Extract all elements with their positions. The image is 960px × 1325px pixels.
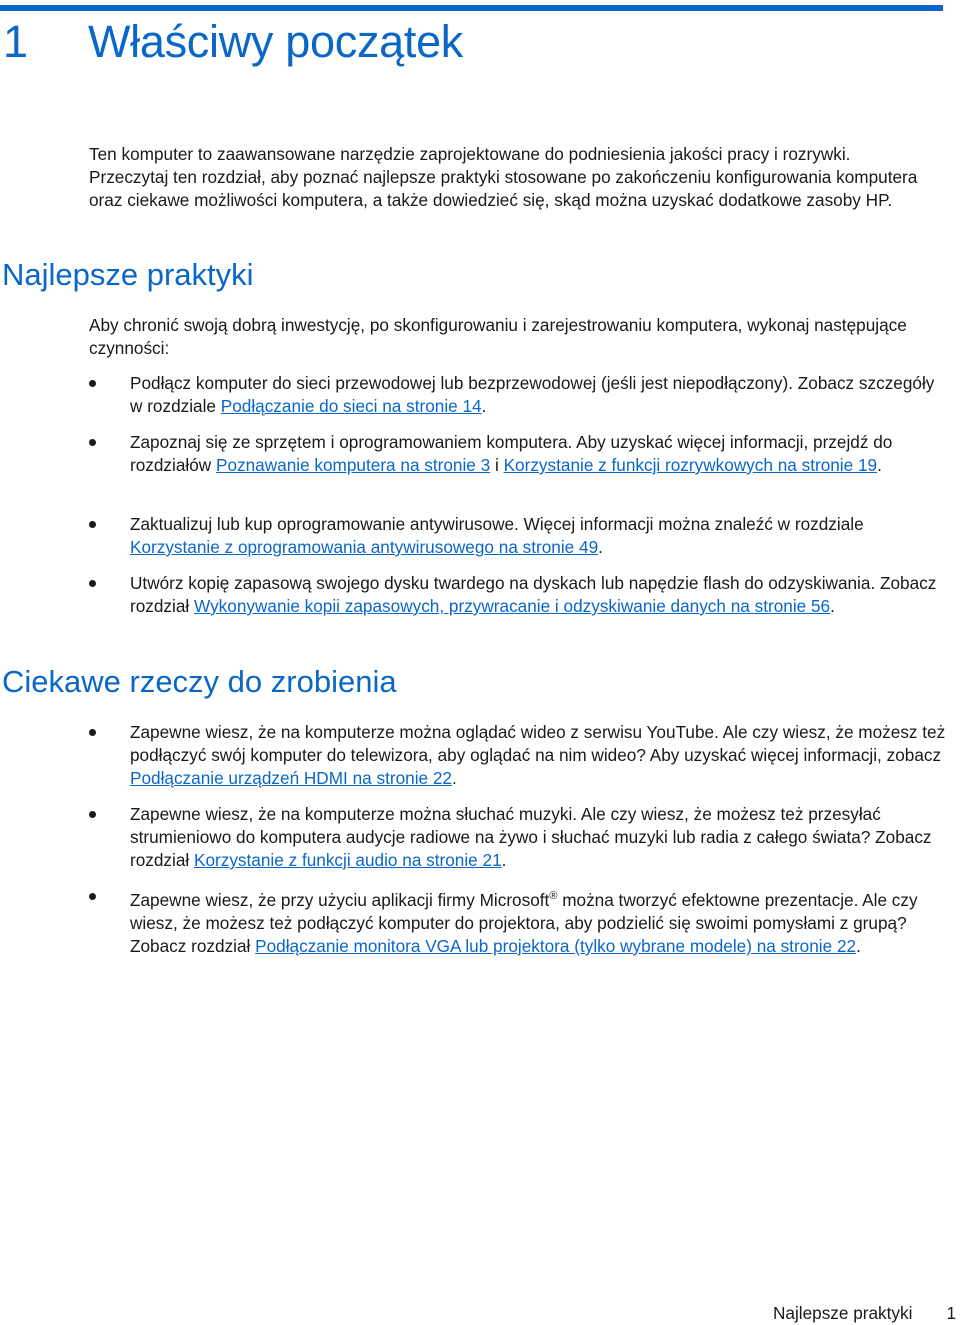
fun-things-heading: Ciekawe rzeczy do zrobienia	[2, 664, 397, 699]
item-text: .	[451, 768, 457, 788]
best-practices-intro: Aby chronić swoją dobrą inwestycję, po skonfigurowaniu i zarejestrowaniu komputera, wykonaj następujące czynności:	[89, 315, 907, 358]
best-practices-heading: Najlepsze praktyki	[2, 257, 254, 292]
item-text: .	[830, 596, 835, 616]
chapter-title-text: Właściwy początek	[88, 16, 464, 67]
footer-page-number: 1	[946, 1303, 956, 1323]
item-text: można tworzyć efektowne prezentacje. Ale czy wiesz, że możesz też podłączyć komputer do projektora, aby podzielić się swoimi pomysłami z grupą? Zobacz rozdział	[130, 890, 918, 956]
page-footer	[773, 1303, 956, 1324]
item-text: Zapoznaj się ze sprzętem i oprogramowaniem komputera. Aby uzyskać więcej informacji, przejdź do rozdziałów	[130, 432, 893, 475]
item-text: Utwórz kopię zapasową swojego dysku twardego na dyskach lub napędzie flash do odzyskiwania. Zobacz rozdział	[130, 573, 937, 616]
link-vga[interactable]: Podłączanie monitora VGA lub projektora (tylko wybrane modele) na stronie 22	[255, 936, 857, 956]
list-item	[89, 803, 949, 872]
list-item	[89, 513, 949, 559]
item-text: .	[856, 936, 861, 956]
bullet-icon	[89, 729, 96, 736]
item-text: .	[877, 455, 882, 475]
list-item	[89, 885, 949, 958]
item-text: Zapewne wiesz, że przy użyciu aplikacji firmy Microsoft	[130, 890, 550, 910]
top-rule	[0, 5, 943, 11]
list-item	[89, 372, 949, 418]
link-antivirus[interactable]: Korzystanie z oprogramowania antywirusowego na stronie 49	[130, 537, 599, 557]
item-text: Zapewne wiesz, że na komputerze można słuchać muzyki. Ale czy wiesz, że możesz też przesyłać strumieniowo do komputera audycje radiowe na żywo i słuchać muzyki lub radia z całego świata? Zobacz rozdział	[130, 804, 932, 870]
bullet-icon	[89, 580, 96, 587]
bullet-icon	[89, 811, 96, 818]
item-text: Zaktualizuj lub kup oprogramowanie antywirusowe. Więcej informacji można znaleźć w rozdziale	[130, 514, 864, 534]
list-item	[89, 572, 949, 618]
link-network[interactable]: Podłączanie do sieci na stronie 14	[220, 396, 482, 416]
bullet-icon	[89, 893, 96, 900]
item-text: Zapewne wiesz, że na komputerze można oglądać wideo z serwisu YouTube. Ale czy wiesz, że możesz też podłączyć swój komputer do telewizora, aby oglądać na nim wideo? Aby uzyskać więcej informacji, zobacz	[130, 722, 946, 765]
link-getting-to-know[interactable]: Poznawanie komputera na stronie 3	[215, 455, 491, 475]
list-item	[89, 721, 949, 790]
item-text: .	[481, 396, 487, 416]
link-backup[interactable]: Wykonywanie kopii zapasowych, przywracanie i odzyskiwanie danych na stronie 56	[194, 596, 831, 616]
bullet-icon	[89, 521, 96, 528]
item-text: i	[490, 455, 504, 475]
footer-section: Najlepsze praktyki	[772, 1303, 913, 1323]
registered-mark: ®	[549, 890, 558, 902]
chapter-title	[0, 16, 463, 68]
link-audio[interactable]: Korzystanie z funkcji audio na stronie 21	[194, 850, 502, 870]
list-item	[89, 431, 949, 477]
chapter-number: 1	[3, 16, 28, 67]
intro-paragraph: Ten komputer to zaawansowane narzędzie zaprojektowane do podniesienia jakości pracy i rozrywki. Przeczytaj ten rozdział, aby poznać najlepsze praktyki stosowane po zakończeniu konfigurowania komputera oraz ciekawe możliwości komputera, a także dowiedzieć się, skąd można uzyskać dodatkowe zasoby HP.	[89, 144, 918, 210]
item-text: Podłącz komputer do sieci przewodowej lub bezprzewodowej (jeśli jest niepodłączony). Zobacz szczegóły w rozdziale	[130, 373, 935, 416]
link-entertainment[interactable]: Korzystanie z funkcji rozrywkowych na stronie 19	[503, 455, 878, 475]
bullet-icon	[89, 380, 96, 387]
bullet-icon	[89, 439, 96, 446]
item-text: .	[598, 537, 603, 557]
link-hdmi[interactable]: Podłączanie urządzeń HDMI na stronie 22	[130, 768, 452, 788]
item-text: .	[501, 850, 507, 870]
